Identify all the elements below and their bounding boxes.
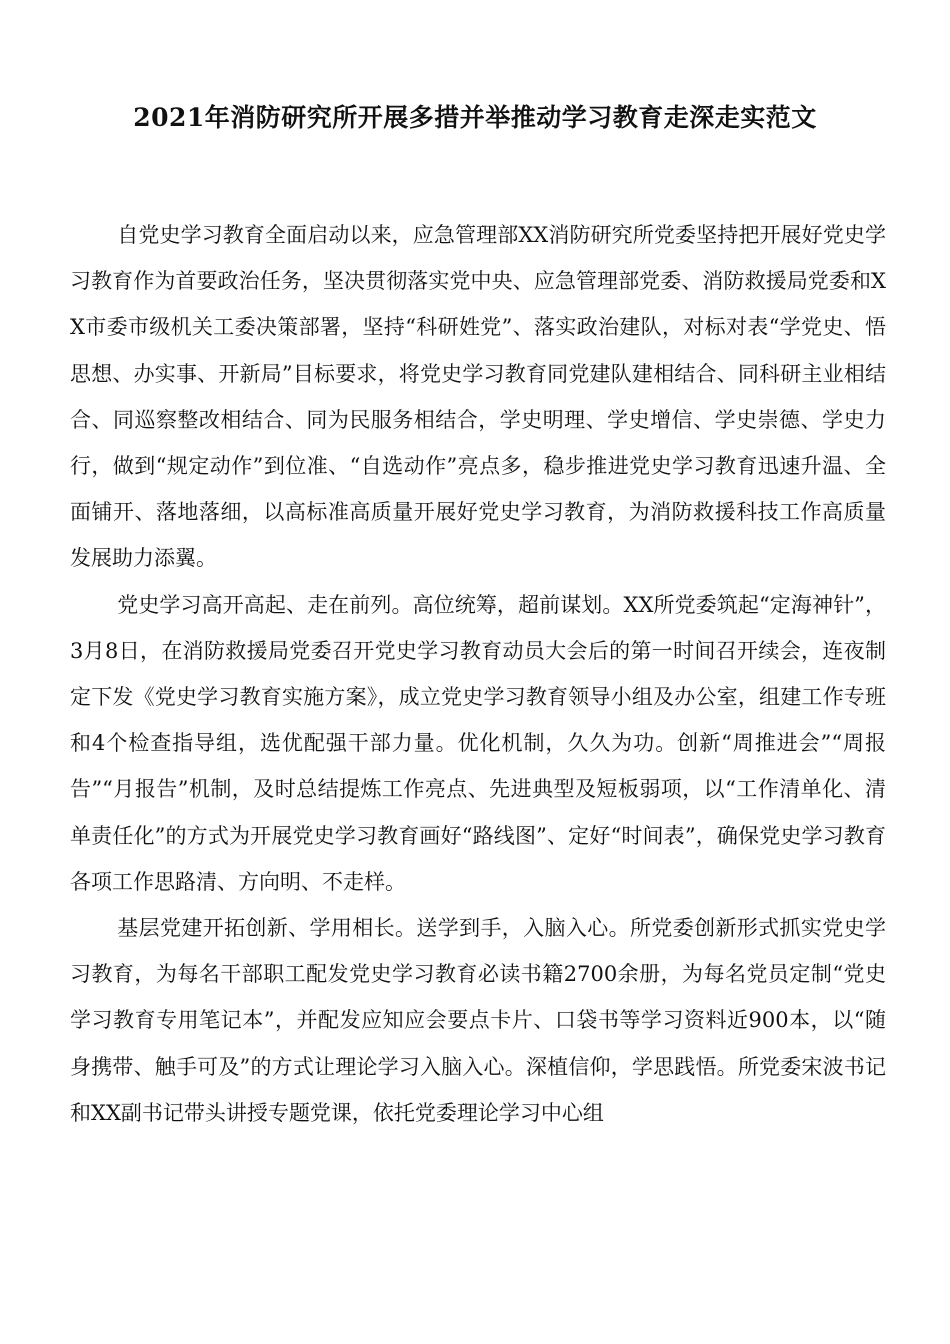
document-title: 2021年消防研究所开展多措并举推动学习教育走深走实范文 bbox=[133, 103, 817, 132]
paragraph-3: 基层党建开拓创新、学用相长。送学到手，入脑入心。所党委创新形式抓实党史学习教育，为每名干部职工配发党史学习教育必读书籍2700余册，为每名党员定制“党史学习教育专用笔记本”，并配发应知应会要点卡片、口袋书等学习资料近900本，以“随身携带、触手可及”的方式让理论学习入脑入心。深植信仰，学思践悟。所党委宋波书记和XX副书记带头讲授专题党课，依托党委理论学习中心组 bbox=[70, 916, 886, 1125]
document-body bbox=[70, 212, 886, 1136]
paragraph-1: 自党史学习教育全面启动以来，应急管理部XX消防研究所党委坚持把开展好党史学习教育作为首要政治任务，坚决贯彻落实党中央、应急管理部党委、消防救援局党委和XX市委市级机关工委决策部署，坚持“科研姓党”、落实政治建队，对标对表“学党史、悟思想、办实事、开新局”目标要求，将党史学习教育同党建队建相结合、同科研主业相结合、同巡察整改相结合、同为民服务相结合，学史明理、学史增信、学史崇德、学史力行，做到“规定动作”到位准、“自选动作”亮点多，稳步推进党史学习教育迅速升温、全面铺开、落地落细，以高标准高质量开展好党史学习教育，为消防救援科技工作高质量发展助力添翼。 bbox=[70, 223, 886, 571]
paragraph-2: 党史学习高开高起、走在前列。高位统筹，超前谋划。XX所党委筑起“定海神针”，3月8日，在消防救援局党委召开党史学习教育动员大会后的第一时间召开续会，连夜制定下发《党史学习教育实施方案》，成立党史学习教育领导小组及办公室，组建工作专班和4个检查指导组，选优配强干部力量。优化机制，久久为功。创新“周推进会”“周报告”“月报告”机制，及时总结提炼工作亮点、先进典型及短板弱项，以“工作清单化、清单责任化”的方式为开展党史学习教育画好“路线图”、定好“时间表”，确保党史学习教育各项工作思路清、方向明、不走样。 bbox=[70, 592, 886, 894]
